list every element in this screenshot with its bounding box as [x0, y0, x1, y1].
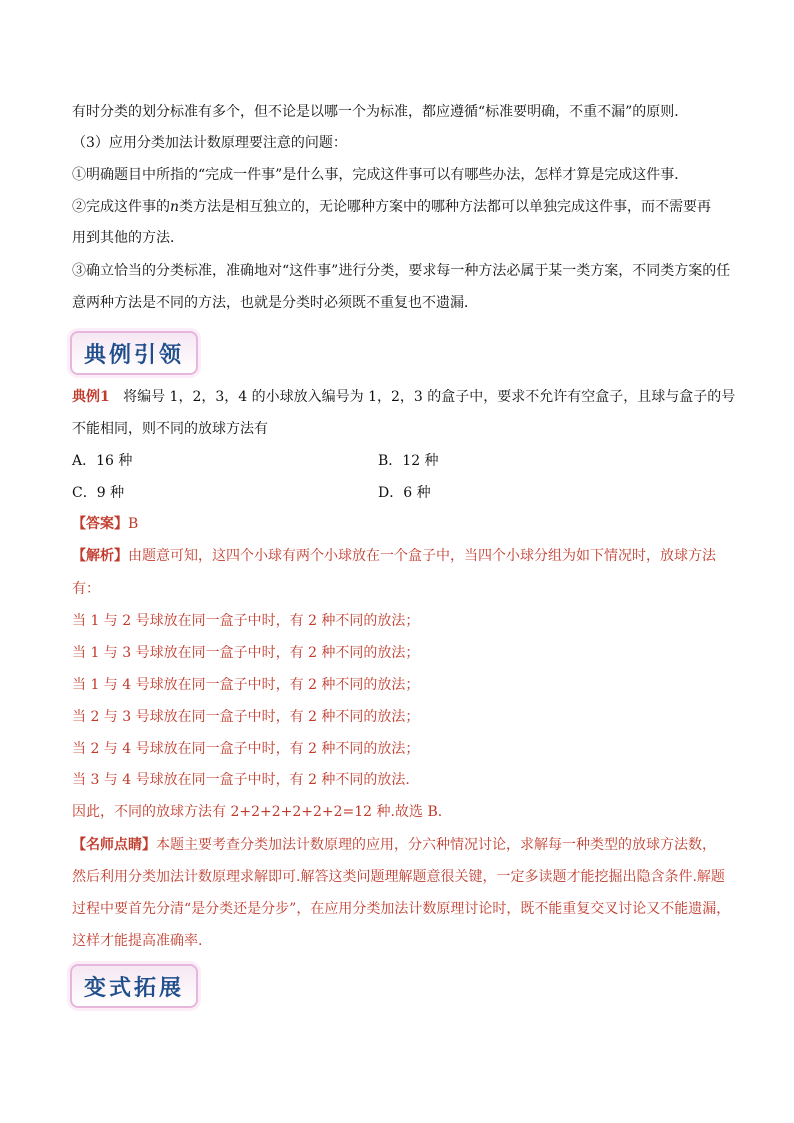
analysis-tag: 【解析】	[72, 548, 128, 564]
analysis-line-2: 有：	[72, 581, 100, 597]
answer-tag: 【答案】	[72, 516, 128, 532]
option-d: D．6 种	[378, 485, 431, 501]
example-question-line-2: 不能相同，则不同的放球方法有	[72, 421, 268, 437]
intro-line-4	[72, 198, 711, 216]
section-badge-examples: 典例引领	[70, 331, 198, 375]
analysis-case: 当 1 与 2 号球放在同一盒子中时，有 2 种不同的放法；	[72, 613, 420, 629]
tip-tag: 【名师点睛】	[72, 837, 156, 853]
example-question-text: 将编号 1，2，3，4 的小球放入编号为 1，2，3 的盒子中，要求不允许有空盒子，且球与盒子的号	[123, 389, 736, 405]
answer-value: B	[128, 516, 139, 532]
analysis-case: 当 2 与 3 号球放在同一盒子中时，有 2 种不同的放法；	[72, 709, 420, 725]
tip-line-2: 然后利用分类加法计数原理求解即可.解答这类问题理解题意很关键，一定多读题才能挖掘出隐含条件.解题	[72, 869, 725, 885]
intro-line-5: 用到其他的方法．	[72, 230, 184, 246]
section-badge-variations: 变式拓展	[70, 964, 198, 1008]
intro-line-1: 有时分类的划分标准有多个，但不论是以哪一个为标准，都应遵循“标准要明确，不重不漏”的原则．	[72, 104, 689, 120]
tip-line-4: 这样才能提高准确率.	[72, 933, 203, 949]
analysis-case: 当 2 与 4 号球放在同一盒子中时，有 2 种不同的放法；	[72, 741, 420, 757]
option-a: A．16 种	[72, 453, 133, 469]
option-c: C．9 种	[72, 485, 125, 501]
analysis-text: 由题意可知，这四个小球有两个小球放在一个盒子中，当四个小球分组为如下情况时，放球方法	[128, 548, 716, 564]
intro-line-7: 意两种方法是不同的方法，也就是分类时必须既不重复也不遗漏．	[72, 295, 478, 311]
tip-text: 本题主要考查分类加法计数原理的应用，分六种情况讨论，求解每一种类型的放球方法数，	[156, 837, 716, 853]
intro-line-2: （3）应用分类加法计数原理要注意的问题：	[72, 135, 347, 151]
analysis-case: 当 1 与 3 号球放在同一盒子中时，有 2 种不同的放法；	[72, 645, 420, 661]
analysis-case: 当 3 与 4 号球放在同一盒子中时，有 2 种不同的放法.	[72, 772, 410, 788]
answer-line	[72, 515, 138, 533]
intro-line-6: ③确立恰当的分类标准，准确地对“这件事”进行分类，要求每一种方法必属于某一类方案，不同类方案的任	[72, 263, 731, 279]
intro-line-4-pre: ②完成这件事的	[72, 199, 170, 215]
example-label: 典例1	[72, 389, 110, 405]
variable-n: n	[170, 199, 180, 215]
tip-line-3: 过程中要首先分清“是分类还是分步”，在应用分类加法计数原理讨论时，既不能重复交叉讨论又不能遗漏，	[72, 901, 731, 917]
tip-line-1	[72, 836, 716, 854]
analysis-line-1	[72, 547, 716, 565]
intro-line-4-post: 类方法是相互独立的，无论哪种方案中的哪种方法都可以单独完成这件事，而不需要再	[179, 199, 712, 215]
analysis-case: 当 1 与 4 号球放在同一盒子中时，有 2 种不同的放法；	[72, 677, 420, 693]
analysis-conclusion: 因此，不同的放球方法有 2+2+2+2+2+2=12 种.故选 B.	[72, 804, 443, 820]
example-question-line-1	[72, 388, 735, 406]
option-b: B．12 种	[378, 453, 439, 469]
intro-line-3: ①明确题目中所指的“完成一件事”是什么事，完成这件事可以有哪些办法，怎样才算是完成这件事．	[72, 167, 689, 183]
